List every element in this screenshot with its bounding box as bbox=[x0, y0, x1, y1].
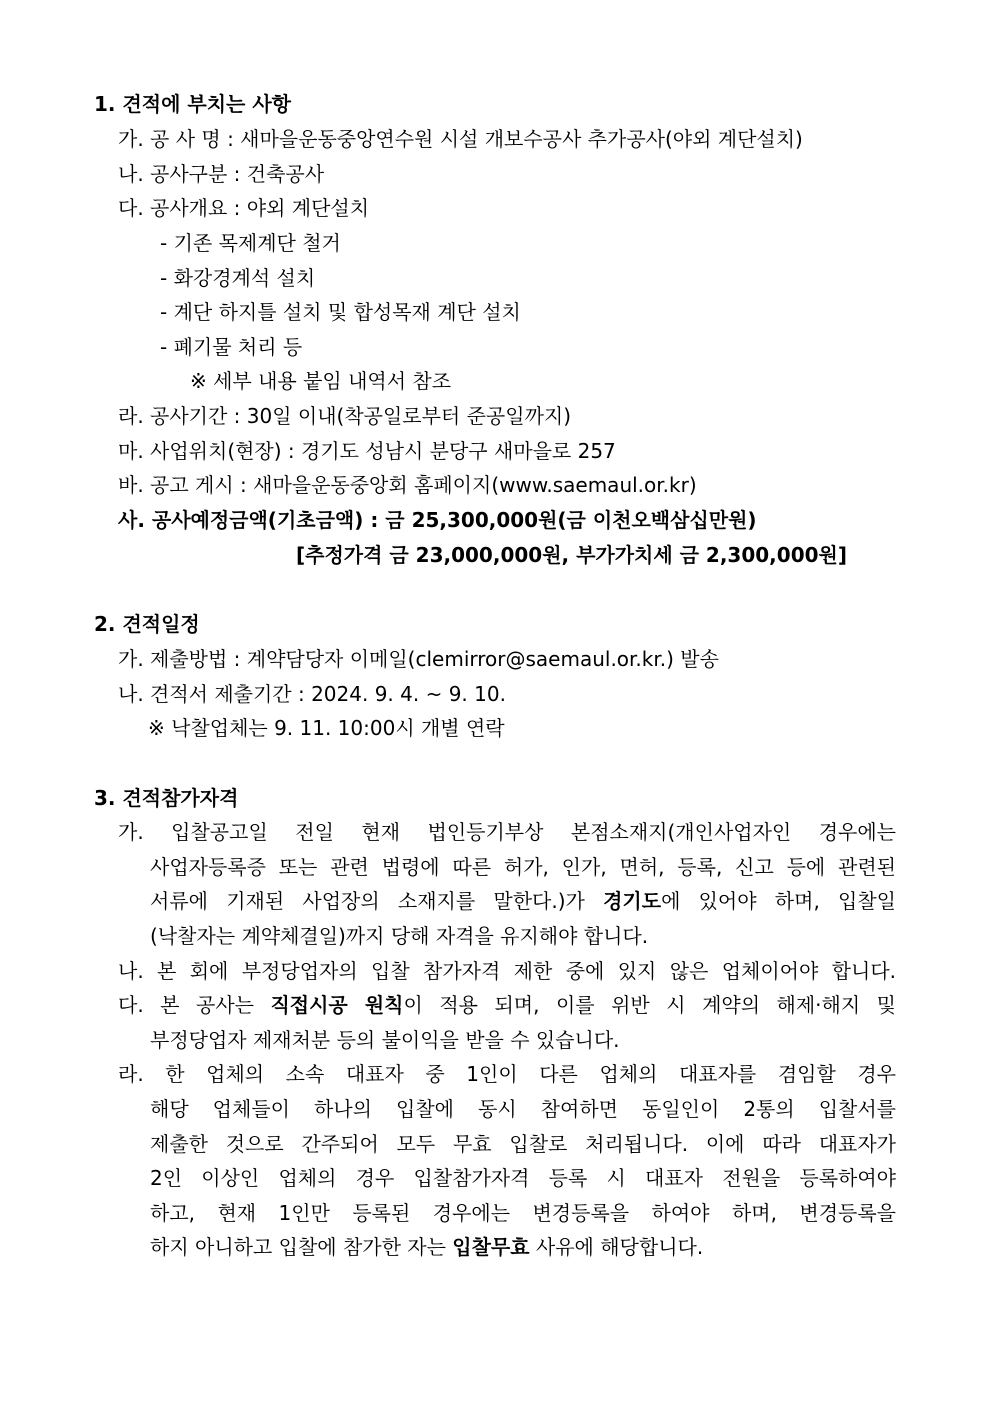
section3-ra-line: 라. 한 업체의 소속 대표자 중 1인이 다른 업체의 대표자를 겸임할 경우 bbox=[118, 1062, 896, 1086]
overview-item: - 폐기물 처리 등 bbox=[160, 335, 303, 359]
ga-text: 서류에 기재된 사업장의 소재지를 말한다.)가 bbox=[150, 889, 604, 913]
section3-da-line: 부정당업자 제재처분 등의 불이익을 받을 수 있습니다. bbox=[150, 1028, 620, 1052]
section3-ra-line: 해당 업체들이 하나의 입찰에 동시 참여하면 동일인이 2통의 입찰서를 bbox=[150, 1097, 896, 1121]
section3-ga-line bbox=[150, 887, 896, 915]
section1-item-ma: 마. 사업위치(현장) : 경기도 성남시 분당구 새마을로 257 bbox=[118, 439, 616, 463]
section2-item-ga: 가. 제출방법 : 계약담당자 이메일(clemirror@saemaul.or.kr.) 발송 bbox=[118, 647, 719, 671]
reference-note: ※ 세부 내용 붙임 내역서 참조 bbox=[190, 369, 452, 393]
section1-heading: 1. 견적에 부치는 사항 bbox=[94, 92, 291, 116]
invalid-bid-emphasis: 입찰무효 bbox=[452, 1235, 530, 1259]
section3-ga-line: 사업자등록증 또는 관련 법령에 따른 허가, 인가, 면허, 등록, 신고 등에 관련된 bbox=[150, 855, 896, 879]
overview-item: - 화강경계석 설치 bbox=[160, 266, 316, 290]
section1-item-ba: 바. 공고 게시 : 새마을운동중앙회 홈페이지(www.saemaul.or.kr) bbox=[118, 473, 697, 497]
overview-item: - 기존 목제계단 철거 bbox=[160, 231, 341, 255]
section3-ra-line: 제출한 것으로 간주되어 모두 무효 입찰로 처리됩니다. 이에 따라 대표자가 bbox=[150, 1132, 896, 1156]
ra-text: 하지 아니하고 입찰에 참가한 자는 bbox=[150, 1235, 453, 1259]
da-text: 이 적용 되며, 이를 위반 시 계약의 해제·해지 및 bbox=[403, 993, 896, 1017]
da-text: 다. 본 공사는 bbox=[118, 993, 271, 1017]
section1-item-ra: 라. 공사기간 : 30일 이내(착공일로부터 준공일까지) bbox=[118, 404, 572, 428]
section3-na-line: 나. 본 회에 부정당업자의 입찰 참가자격 제한 중에 있지 않은 업체이어야 합니다. bbox=[118, 959, 896, 983]
section3-ga-line: 가. 입찰공고일 전일 현재 법인등기부상 본점소재지(개인사업자인 경우에는 bbox=[118, 820, 896, 844]
section2-heading: 2. 견적일정 bbox=[94, 612, 200, 636]
section2-item-na: 나. 견적서 제출기간 : 2024. 9. 4. ~ 9. 10. bbox=[118, 682, 506, 706]
award-contact-note: ※ 낙찰업체는 9. 11. 10:00시 개별 연락 bbox=[148, 716, 505, 740]
section3-heading: 3. 견적참가자격 bbox=[94, 786, 239, 810]
section3-ga-line: (낙찰자는 계약체결일)까지 당해 자격을 유지해야 합니다. bbox=[150, 924, 649, 948]
ra-text: 사유에 해당합니다. bbox=[529, 1235, 704, 1259]
section1-item-da: 다. 공사개요 : 야외 계단설치 bbox=[118, 196, 370, 220]
overview-item: - 계단 하지틀 설치 및 합성목재 계단 설치 bbox=[160, 300, 521, 324]
price-breakdown: [추정가격 금 23,000,000원, 부가가치세 금 2,300,000원] bbox=[296, 543, 847, 567]
section3-ra-line bbox=[150, 1233, 703, 1261]
section3-ra-line: 2인 이상인 업체의 경우 입찰참가자격 등록 시 대표자 전원을 등록하여야 bbox=[150, 1166, 896, 1190]
section1-item-ga: 가. 공 사 명 : 새마을운동중앙연수원 시설 개보수공사 추가공사(야외 계단설치) bbox=[118, 127, 803, 151]
section3-da-line bbox=[118, 991, 896, 1019]
section3-ra-line: 하고, 현재 1인만 등록된 경우에는 변경등록을 하여야 하며, 변경등록을 bbox=[150, 1201, 896, 1225]
direct-construction-emphasis: 직접시공 원칙 bbox=[270, 993, 404, 1017]
section1-item-sa: 사. 공사예정금액(기초금액) : 금 25,300,000원(금 이천오백삼십만원) bbox=[118, 508, 757, 532]
ga-text: 에 있어야 하며, 입찰일 bbox=[661, 889, 896, 913]
region-emphasis: 경기도 bbox=[603, 889, 662, 913]
section1-item-na: 나. 공사구분 : 건축공사 bbox=[118, 162, 325, 186]
